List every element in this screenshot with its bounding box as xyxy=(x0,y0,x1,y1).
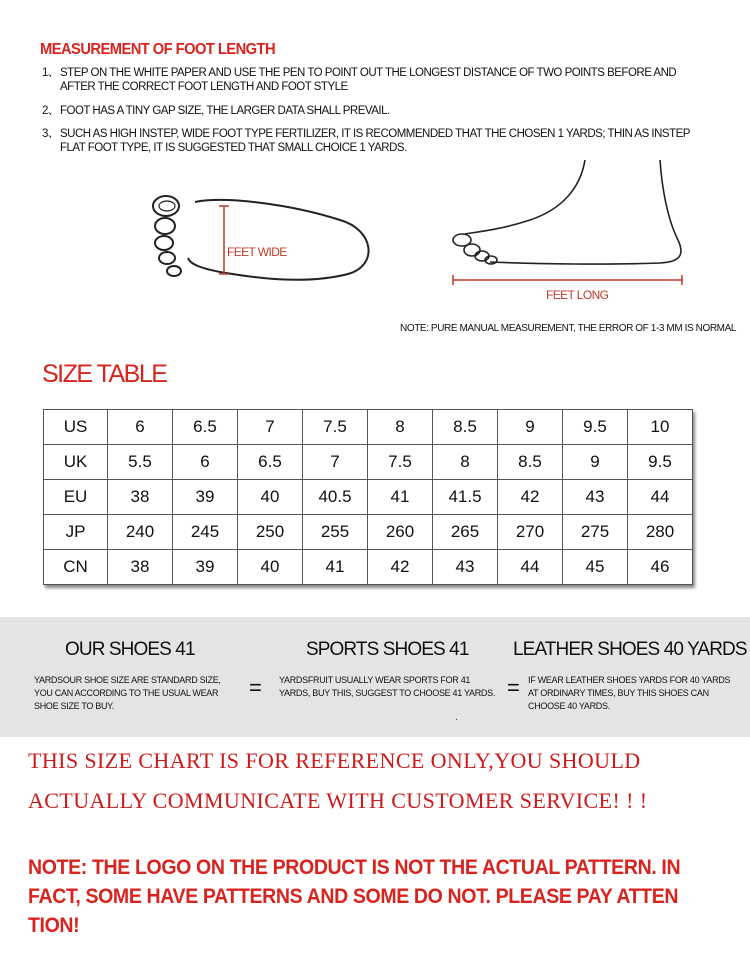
sports-shoes-text: YARDSFRUIT USUALLY WEAR SPORTS FOR 41 YARDS, BUY THIS, SUGGEST TO CHOOSE 41 YARDS. xyxy=(279,675,496,698)
feet-wide-marker xyxy=(219,206,229,274)
size-cell: 44 xyxy=(628,480,693,515)
row-header: US xyxy=(44,410,108,445)
leather-shoes-text: IF WEAR LEATHER SHOES YARDS FOR 40 YARDS AT ORDINARY TIMES, BUY THIS SHOES CAN CHOOSE 40 YARDS. xyxy=(528,675,731,711)
leather-shoes-title: LEATHER SHOES 40 YARDS xyxy=(513,639,747,660)
size-cell: 40.5 xyxy=(303,480,368,515)
size-cell: 7.5 xyxy=(368,445,433,480)
size-cell: 260 xyxy=(368,515,433,550)
measurement-error-note: NOTE: PURE MANUAL MEASUREMENT, THE ERROR OF 1-3 MM IS NORMAL xyxy=(400,323,737,334)
size-cell: 9 xyxy=(563,445,628,480)
foot-top-view-icon xyxy=(153,196,369,280)
size-cell: 6 xyxy=(173,445,238,480)
size-cell: 42 xyxy=(368,550,433,585)
size-cell: 6.5 xyxy=(173,410,238,445)
size-table-title: SIZE TABLE xyxy=(42,360,167,388)
row-header: UK xyxy=(44,445,108,480)
our-shoes-title: OUR SHOES 41 xyxy=(65,639,195,660)
size-cell: 43 xyxy=(563,480,628,515)
size-cell: 250 xyxy=(238,515,303,550)
size-cell: 240 xyxy=(108,515,173,550)
size-cell: 8.5 xyxy=(498,445,563,480)
equals-sign: = xyxy=(507,675,520,700)
measurement-title: MEASUREMENT OF FOOT LENGTH xyxy=(40,41,276,58)
instruction-step-3 xyxy=(42,127,712,155)
size-cell: 5.5 xyxy=(108,445,173,480)
size-row-jp xyxy=(44,515,693,550)
step-number: 1、 xyxy=(42,67,59,79)
our-shoes-text: YARDSOUR SHOE SIZE ARE STANDARD SIZE, YOU CAN ACCORDING TO THE USUAL WEAR SHOE SIZE TO BUY. xyxy=(34,675,221,711)
size-cell: 38 xyxy=(108,480,173,515)
equals-sign: = xyxy=(249,675,262,700)
size-cell: 270 xyxy=(498,515,563,550)
size-cell: 40 xyxy=(238,550,303,585)
size-cell: 6 xyxy=(108,410,173,445)
size-cell: 40 xyxy=(238,480,303,515)
size-cell: 8 xyxy=(368,410,433,445)
size-cell: 10 xyxy=(628,410,693,445)
size-cell: 245 xyxy=(173,515,238,550)
size-cell: 6.5 xyxy=(238,445,303,480)
shoe-size-comparison-band xyxy=(0,617,750,737)
row-header: CN xyxy=(44,550,108,585)
step-text: FOOT HAS A TINY GAP SIZE, THE LARGER DATA SHALL PREVAIL. xyxy=(60,105,390,117)
size-cell: 280 xyxy=(628,515,693,550)
size-cell: 44 xyxy=(498,550,563,585)
separator-dot: . xyxy=(455,712,458,723)
feet-wide-label: FEET WIDE xyxy=(227,245,287,259)
size-cell: 265 xyxy=(433,515,498,550)
size-table xyxy=(43,409,693,585)
size-row-eu xyxy=(44,480,693,515)
foot-side-view-icon xyxy=(453,160,681,264)
size-cell: 46 xyxy=(628,550,693,585)
instruction-step-1 xyxy=(42,66,712,94)
row-header: EU xyxy=(44,480,108,515)
size-cell: 8.5 xyxy=(433,410,498,445)
reference-notice-line-2: ACTUALLY COMMUNICATE WITH CUSTOMER SERVICE! ! ! xyxy=(28,788,648,813)
size-cell: 41.5 xyxy=(433,480,498,515)
size-row-cn xyxy=(44,550,693,585)
step-text: SUCH AS HIGH INSTEP, WIDE FOOT TYPE FERTILIZER, IT IS RECOMMENDED THAT THE CHOSEN 1 YARDS; THIN AS INSTEP FLAT FOOT TYPE, IT IS SUGGESTED THAT SMALL CHOICE 1 YARDS. xyxy=(60,128,690,154)
size-cell: 7 xyxy=(238,410,303,445)
size-cell: 45 xyxy=(563,550,628,585)
size-cell: 9.5 xyxy=(563,410,628,445)
size-cell: 9.5 xyxy=(628,445,693,480)
size-row-uk xyxy=(44,445,693,480)
step-number: 2、 xyxy=(42,105,59,117)
size-cell: 8 xyxy=(433,445,498,480)
size-cell: 39 xyxy=(173,550,238,585)
step-text: STEP ON THE WHITE PAPER AND USE THE PEN TO POINT OUT THE LONGEST DISTANCE OF TWO POINTS BEFORE AND AFTER THE CORRECT FOOT LENGTH AND FOOT STYLE xyxy=(60,67,677,93)
step-number: 3、 xyxy=(42,128,59,140)
size-row-us xyxy=(44,410,693,445)
size-cell: 7.5 xyxy=(303,410,368,445)
feet-long-marker xyxy=(453,275,682,285)
size-cell: 41 xyxy=(368,480,433,515)
size-cell: 43 xyxy=(433,550,498,585)
size-cell: 42 xyxy=(498,480,563,515)
size-cell: 38 xyxy=(108,550,173,585)
reference-notice-line-1: THIS SIZE CHART IS FOR REFERENCE ONLY,YOU SHOULD xyxy=(28,748,641,773)
size-cell: 275 xyxy=(563,515,628,550)
size-cell: 7 xyxy=(303,445,368,480)
sports-shoes-title: SPORTS SHOES 41 xyxy=(306,639,469,660)
foot-measurement-diagrams xyxy=(140,160,700,310)
feet-long-label: FEET LONG xyxy=(546,288,609,302)
size-cell: 41 xyxy=(303,550,368,585)
size-cell: 39 xyxy=(173,480,238,515)
size-cell: 255 xyxy=(303,515,368,550)
row-header: JP xyxy=(44,515,108,550)
instruction-step-2 xyxy=(42,104,712,118)
logo-pattern-note: NOTE: THE LOGO ON THE PRODUCT IS NOT THE ACTUAL PATTERN. IN FACT, SOME HAVE PATTERNS AND SOME DO NOT. PLEASE PAY ATTEN TION! xyxy=(28,856,681,937)
size-cell: 9 xyxy=(498,410,563,445)
